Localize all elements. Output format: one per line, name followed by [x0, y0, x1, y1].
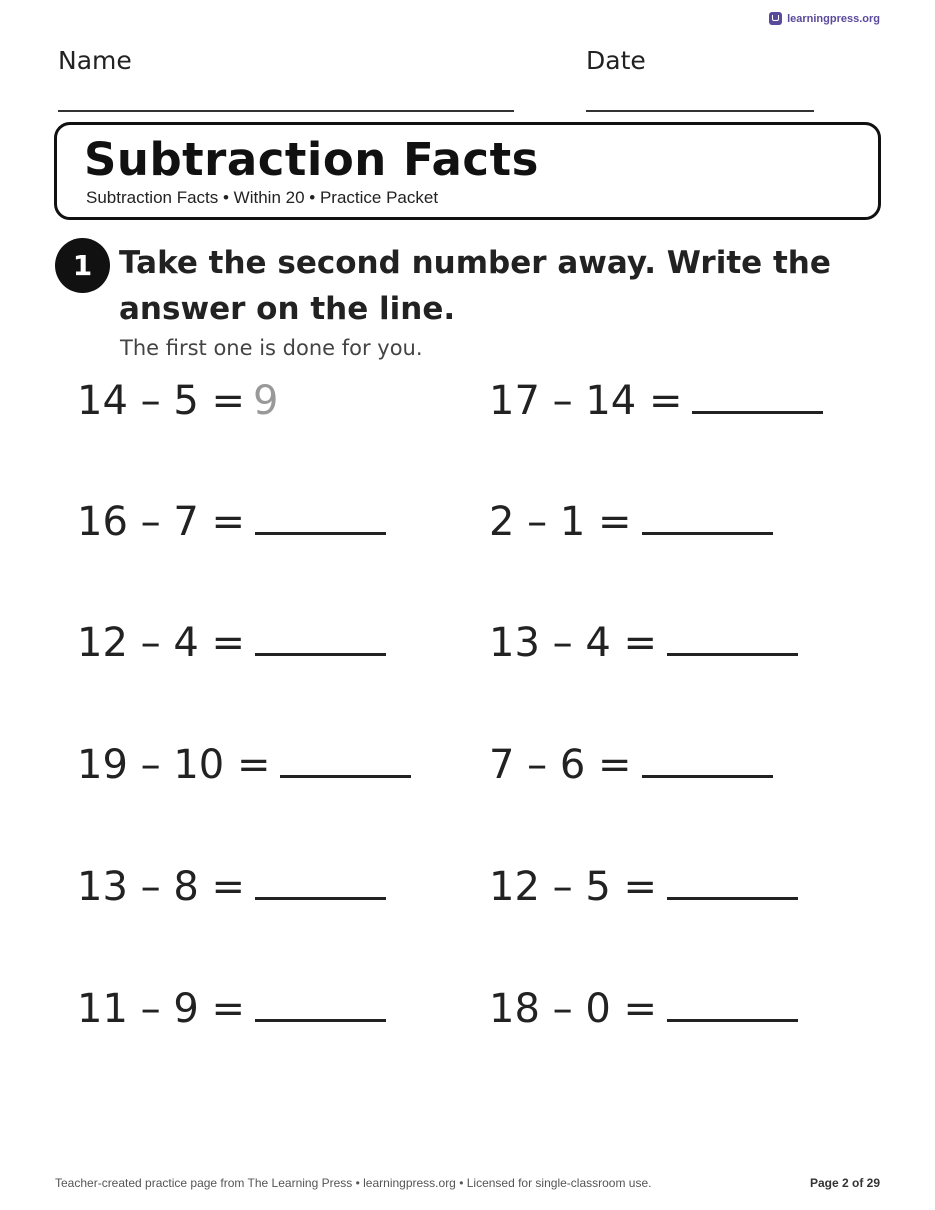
- answer-blank[interactable]: [255, 989, 386, 1022]
- problem-expression: 11 – 9 =: [77, 986, 246, 1032]
- problem-item: [77, 378, 278, 424]
- problem-expression: 7 – 6 =: [489, 742, 632, 788]
- answer-blank[interactable]: [255, 623, 386, 656]
- section-instruction: Take the second number away. Write the answer on the line.: [119, 245, 831, 327]
- problem-expression: 13 – 8 =: [77, 864, 246, 910]
- problem-item: [77, 742, 411, 788]
- problem-item: [489, 864, 798, 910]
- problem-item: [77, 864, 386, 910]
- answer-blank[interactable]: [280, 745, 411, 778]
- problem-item: [77, 986, 386, 1032]
- problem-item: [489, 499, 773, 545]
- problem-expression: 13 – 4 =: [489, 620, 658, 666]
- footer-text: Teacher-created practice page from The Learning Press • learningpress.org • Licensed for single-classroom use.: [55, 1176, 652, 1190]
- section-note: The first one is done for you.: [120, 336, 423, 360]
- answer-blank[interactable]: [667, 989, 798, 1022]
- answer-blank[interactable]: [667, 867, 798, 900]
- answer-blank[interactable]: [642, 745, 773, 778]
- problem-answer: 9: [253, 378, 279, 424]
- brand-text: learningpress.org: [787, 12, 880, 25]
- problem-item: [489, 986, 798, 1032]
- problem-item: [489, 742, 773, 788]
- book-icon: [769, 12, 782, 25]
- answer-blank[interactable]: [255, 502, 386, 535]
- date-label: Date: [586, 46, 646, 75]
- page-number: Page 2 of 29: [809, 1176, 880, 1190]
- page-title: Subtraction Facts: [84, 133, 539, 186]
- section-number-badge: 1: [55, 238, 110, 293]
- problem-item: [77, 620, 386, 666]
- problem-expression: 12 – 5 =: [489, 864, 658, 910]
- problem-expression: 2 – 1 =: [489, 499, 632, 545]
- title-box: [54, 122, 881, 220]
- page-subtitle: Subtraction Facts • Within 20 • Practice Packet: [86, 188, 439, 207]
- answer-blank[interactable]: [255, 867, 386, 900]
- date-line[interactable]: [586, 110, 814, 112]
- answer-blank[interactable]: [642, 502, 773, 535]
- name-label: Name: [58, 46, 132, 75]
- answer-blank[interactable]: [667, 623, 798, 656]
- answer-blank[interactable]: [692, 381, 823, 414]
- problem-expression: 18 – 0 =: [489, 986, 658, 1032]
- problem-item: [489, 378, 823, 424]
- problem-item: [489, 620, 798, 666]
- problem-expression: 17 – 14 =: [489, 378, 683, 424]
- problem-item: [77, 499, 386, 545]
- name-line[interactable]: [58, 110, 514, 112]
- brand-logo: [769, 12, 880, 25]
- problem-expression: 19 – 10 =: [77, 742, 271, 788]
- problem-expression: 16 – 7 =: [77, 499, 246, 545]
- problem-expression: 12 – 4 =: [77, 620, 246, 666]
- problem-expression: 14 – 5 =: [77, 378, 246, 424]
